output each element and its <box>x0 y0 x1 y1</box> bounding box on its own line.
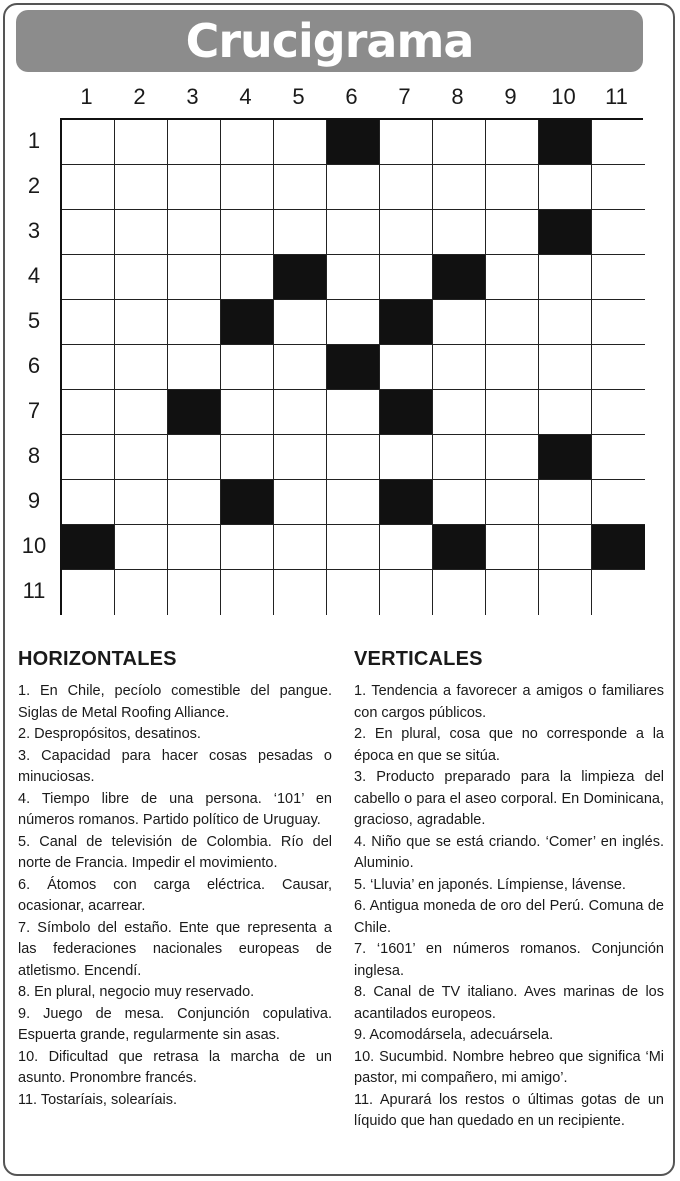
grid-cell[interactable] <box>274 210 327 255</box>
grid-cell[interactable] <box>486 255 539 300</box>
column-number: 3 <box>186 84 199 109</box>
grid-cell[interactable] <box>327 390 380 435</box>
grid-cell[interactable] <box>168 165 221 210</box>
black-cell <box>327 120 380 165</box>
grid-cell[interactable] <box>486 165 539 210</box>
row-numbers <box>14 118 58 613</box>
grid-cell[interactable] <box>62 480 115 525</box>
black-cell <box>221 480 274 525</box>
horizontal-clues <box>18 648 332 1111</box>
clue-item: 9. Juego de mesa. Conjunción copulativa. Espuerta grande, regularmente sin asas. <box>18 1005 332 1043</box>
clue-item: 10. Dificultad que retrasa la marcha de un asunto. Pronombre francés. <box>18 1048 332 1086</box>
grid-cell[interactable] <box>380 165 433 210</box>
grid-cell[interactable] <box>115 255 168 300</box>
grid-cell[interactable] <box>327 210 380 255</box>
grid-cell[interactable] <box>327 525 380 570</box>
grid-cell[interactable] <box>539 390 592 435</box>
grid-cell[interactable] <box>221 345 274 390</box>
grid-cell[interactable] <box>115 210 168 255</box>
grid-cell[interactable] <box>62 300 115 345</box>
column-number: 4 <box>239 84 252 109</box>
row-number: 6 <box>27 353 41 378</box>
column-number: 8 <box>451 84 464 109</box>
page-title: Crucigrama <box>185 14 474 68</box>
grid-cell[interactable] <box>221 435 274 480</box>
clue-item: 6. Átomos con carga eléctrica. Causar, ocasionar, acarrear. <box>18 876 332 914</box>
black-cell <box>221 300 274 345</box>
black-cell <box>433 525 486 570</box>
grid-cell[interactable] <box>168 210 221 255</box>
grid-cell[interactable] <box>433 480 486 525</box>
grid-cell[interactable] <box>62 435 115 480</box>
column-numbers <box>60 84 643 112</box>
grid-cell[interactable] <box>168 255 221 300</box>
black-cell <box>274 255 327 300</box>
vertical-clue-list <box>354 681 664 1133</box>
black-cell <box>380 480 433 525</box>
grid-cell[interactable] <box>486 210 539 255</box>
grid-cell[interactable] <box>486 435 539 480</box>
row-number: 8 <box>27 443 41 468</box>
grid-cell[interactable] <box>433 300 486 345</box>
grid-cell[interactable] <box>327 480 380 525</box>
grid-cell[interactable] <box>539 345 592 390</box>
grid-cell[interactable] <box>539 570 592 615</box>
column-number: 7 <box>398 84 411 109</box>
clue-item: 3. Capacidad para hacer cosas pesadas o minuciosas. <box>18 747 332 785</box>
grid-cell[interactable] <box>539 525 592 570</box>
clue-item: 7. ‘1601’ en números romanos. Conjunción inglesa. <box>354 941 664 979</box>
clue-item: 7. Símbolo del estaño. Ente que representa a las federaciones nacionales europeas de atletismo. Encendí. <box>18 919 332 979</box>
title-banner <box>16 10 643 72</box>
grid-cell[interactable] <box>168 120 221 165</box>
grid-cell[interactable] <box>221 165 274 210</box>
grid-cell[interactable] <box>433 345 486 390</box>
grid-cell[interactable] <box>539 480 592 525</box>
grid-cell[interactable] <box>592 210 645 255</box>
black-cell <box>539 210 592 255</box>
grid-cell[interactable] <box>327 165 380 210</box>
column-number: 5 <box>292 84 305 109</box>
black-cell <box>539 120 592 165</box>
grid-cell[interactable] <box>168 525 221 570</box>
grid-cell[interactable] <box>168 345 221 390</box>
grid-cell[interactable] <box>380 570 433 615</box>
clue-item: 10. Sucumbid. Nombre hebreo que significa ‘Mi pastor, mi compañero, mi amigo’. <box>354 1048 664 1086</box>
grid-cell[interactable] <box>380 345 433 390</box>
black-cell <box>433 255 486 300</box>
grid-cell[interactable] <box>168 435 221 480</box>
grid-cell[interactable] <box>433 570 486 615</box>
column-number: 9 <box>504 84 517 109</box>
grid-cell[interactable] <box>274 480 327 525</box>
grid-cell[interactable] <box>592 570 645 615</box>
grid-cell[interactable] <box>274 390 327 435</box>
grid-cell[interactable] <box>486 480 539 525</box>
grid-cell[interactable] <box>115 435 168 480</box>
row-number: 2 <box>27 173 41 198</box>
grid-cell[interactable] <box>433 390 486 435</box>
grid-cell[interactable] <box>486 300 539 345</box>
horizontal-clue-list <box>18 681 332 1111</box>
grid-cell[interactable] <box>274 120 327 165</box>
clue-item: 5. Canal de televisión de Colombia. Río del norte de Francia. Impedir el movimiento. <box>18 833 332 871</box>
clue-item: 6. Antigua moneda de oro del Perú. Comuna de Chile. <box>354 898 664 936</box>
black-cell <box>380 390 433 435</box>
grid-cell[interactable] <box>221 570 274 615</box>
black-cell <box>592 525 645 570</box>
clue-item: 3. Producto preparado para la limpieza del cabello o para el aseo corporal. En Dominicana, gracioso, agradable. <box>354 769 664 828</box>
grid-cell[interactable] <box>62 210 115 255</box>
grid-cell[interactable] <box>221 525 274 570</box>
grid-cell[interactable] <box>115 480 168 525</box>
grid-cell[interactable] <box>433 165 486 210</box>
grid-cell[interactable] <box>62 345 115 390</box>
grid-cell[interactable] <box>274 435 327 480</box>
grid-cell[interactable] <box>62 165 115 210</box>
grid-cell[interactable] <box>486 570 539 615</box>
grid-cell[interactable] <box>115 120 168 165</box>
black-cell <box>380 300 433 345</box>
grid-cell[interactable] <box>380 525 433 570</box>
grid-cell[interactable] <box>274 345 327 390</box>
column-number: 10 <box>551 84 576 109</box>
clue-item: 11. Tostaríais, solearíais. <box>18 1091 178 1108</box>
grid-cell[interactable] <box>274 165 327 210</box>
grid-cell[interactable] <box>380 210 433 255</box>
clue-item: 2. Despropósitos, desatinos. <box>18 726 201 742</box>
grid-cell[interactable] <box>486 390 539 435</box>
grid-cell[interactable] <box>433 120 486 165</box>
vertical-heading: VERTICALES <box>354 648 483 670</box>
grid-cell[interactable] <box>62 255 115 300</box>
grid-cell[interactable] <box>274 570 327 615</box>
grid-cell[interactable] <box>592 165 645 210</box>
grid-cell[interactable] <box>592 390 645 435</box>
grid-cell[interactable] <box>592 120 645 165</box>
black-cell <box>62 525 115 570</box>
grid-cell[interactable] <box>486 525 539 570</box>
column-number: 2 <box>133 84 146 109</box>
grid-cell[interactable] <box>62 120 115 165</box>
clue-item: 11. Apurará los restos o últimas gotas de un líquido que han quedado en un recipiente. <box>354 1091 664 1129</box>
grid-cell[interactable] <box>592 300 645 345</box>
grid-cell[interactable] <box>592 480 645 525</box>
grid-cell[interactable] <box>327 255 380 300</box>
grid-cell[interactable] <box>433 210 486 255</box>
grid-cell[interactable] <box>115 300 168 345</box>
clue-item: 5. ‘Lluvia’ en japonés. Límpiense, lávense. <box>354 876 626 893</box>
grid-cell[interactable] <box>539 255 592 300</box>
grid-cell[interactable] <box>380 255 433 300</box>
row-number: 1 <box>27 128 41 153</box>
clue-item: 1. Tendencia a favorecer a amigos o familiares con cargos públicos. <box>354 683 664 721</box>
row-number: 5 <box>27 308 41 333</box>
grid-cell[interactable] <box>380 435 433 480</box>
grid-cell[interactable] <box>62 570 115 615</box>
column-number: 6 <box>345 84 358 109</box>
clue-item: 4. Niño que se está criando. ‘Comer’ en inglés. Aluminio. <box>354 833 664 871</box>
grid-cell[interactable] <box>221 390 274 435</box>
black-cell <box>327 345 380 390</box>
clue-item: 4. Tiempo libre de una persona. ‘101’ en números romanos. Partido político de Uruguay. <box>18 790 332 828</box>
clue-item: 1. En Chile, pecíolo comestible del pangue. Siglas de Metal Roofing Alliance. <box>18 683 332 721</box>
grid-cell[interactable] <box>327 300 380 345</box>
grid-cell[interactable] <box>539 300 592 345</box>
column-number: 11 <box>605 84 628 109</box>
grid-cell[interactable] <box>115 345 168 390</box>
grid-cell[interactable] <box>592 435 645 480</box>
grid-cell[interactable] <box>221 210 274 255</box>
grid-cell[interactable] <box>62 390 115 435</box>
grid-cell[interactable] <box>433 435 486 480</box>
row-number: 4 <box>27 263 41 288</box>
black-cell <box>168 390 221 435</box>
grid-cell[interactable] <box>592 255 645 300</box>
grid-cell[interactable] <box>115 165 168 210</box>
grid-cell[interactable] <box>221 120 274 165</box>
grid-cell[interactable] <box>115 570 168 615</box>
grid-cell[interactable] <box>327 570 380 615</box>
clue-item: 9. Acomodársela, adecuársela. <box>354 1027 554 1043</box>
clue-item: 2. En plural, cosa que no corresponde a la época en que se sitúa. <box>354 726 664 764</box>
clue-item: 8. En plural, negocio muy reservado. <box>18 984 255 1000</box>
grid-cell[interactable] <box>221 255 274 300</box>
vertical-clues <box>354 648 664 1133</box>
row-number: 11 <box>22 578 46 603</box>
grid-cell[interactable] <box>486 345 539 390</box>
column-number: 1 <box>80 84 93 109</box>
grid-cell[interactable] <box>274 300 327 345</box>
grid-cell[interactable] <box>327 435 380 480</box>
row-number: 9 <box>27 488 41 513</box>
grid-cell[interactable] <box>168 480 221 525</box>
grid-cell[interactable] <box>592 345 645 390</box>
grid-cell[interactable] <box>168 570 221 615</box>
grid-cell[interactable] <box>486 120 539 165</box>
grid-cell[interactable] <box>274 525 327 570</box>
black-cell <box>539 435 592 480</box>
grid-cell[interactable] <box>115 525 168 570</box>
grid-cell[interactable] <box>115 390 168 435</box>
grid-cell[interactable] <box>380 120 433 165</box>
horizontal-heading: HORIZONTALES <box>18 648 177 670</box>
row-number: 10 <box>21 533 47 558</box>
grid-cell[interactable] <box>539 165 592 210</box>
row-number: 7 <box>27 398 41 423</box>
grid-cell[interactable] <box>168 300 221 345</box>
crossword-grid <box>60 118 643 615</box>
clue-item: 8. Canal de TV italiano. Aves marinas de los acantilados europeos. <box>354 984 664 1022</box>
row-number: 3 <box>27 218 41 243</box>
